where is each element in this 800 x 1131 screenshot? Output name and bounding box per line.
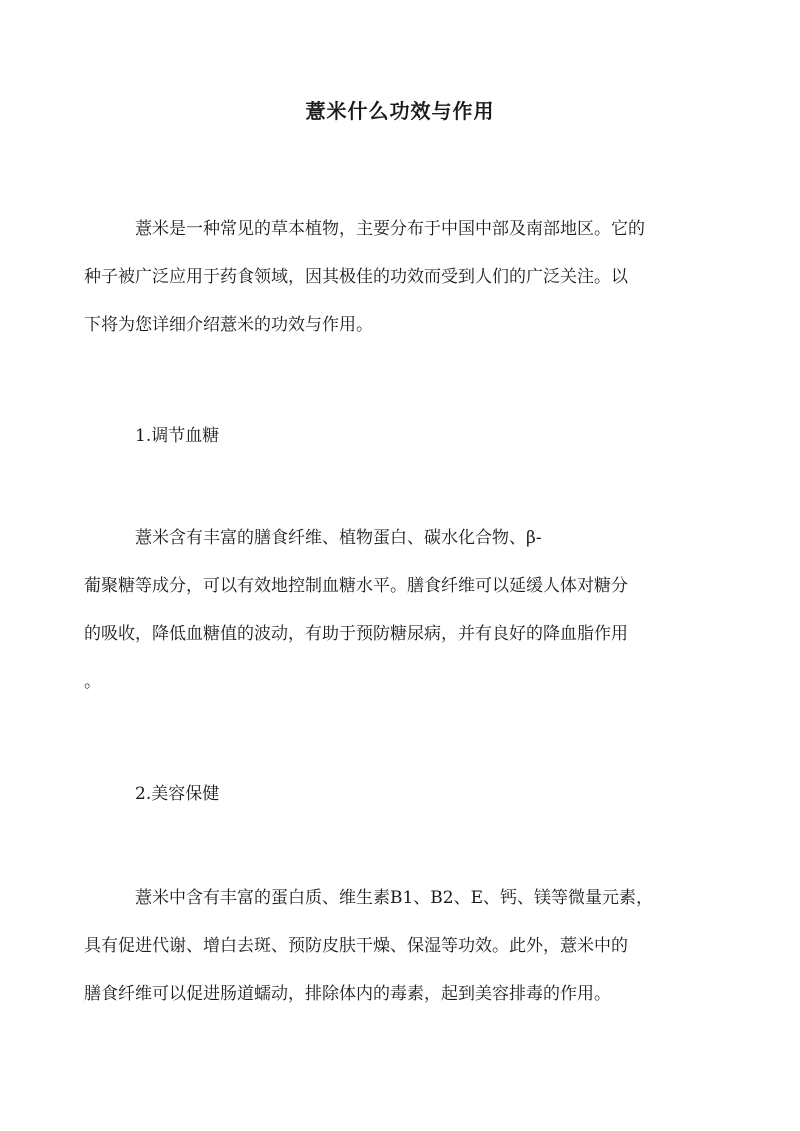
paragraph-line: 种子被广泛应用于药食领域，因其极佳的功效而受到人们的广泛关注。以	[84, 267, 628, 287]
page-title: 薏米什么功效与作用	[305, 99, 495, 123]
intro-paragraph	[84, 205, 716, 349]
section-heading-blood-sugar: 1.调节血糖	[135, 426, 220, 446]
paragraph-line: 下将为您详细介绍薏米的功效与作用。	[84, 315, 373, 335]
blood-sugar-paragraph	[84, 514, 716, 706]
beauty-paragraph	[84, 874, 716, 1018]
paragraph-line: 具有促进代谢、增白去斑、预防皮肤干燥、保湿等功效。此外，薏米中的	[84, 936, 628, 956]
section-heading-beauty: 2.美容保健	[135, 784, 220, 804]
paragraph-line: 薏米中含有丰富的蛋白质、维生素B1、B2、E、钙、镁等微量元素，	[135, 888, 654, 908]
paragraph-line: 薏米是一种常见的草本植物，主要分布于中国中部及南部地区。它的	[135, 219, 645, 239]
paragraph-line: 薏米含有丰富的膳食纤维、植物蛋白、碳水化合物、β-	[135, 528, 542, 548]
paragraph-line: 的吸收，降低血糖值的波动，有助于预防糖尿病，并有良好的降血脂作用	[84, 624, 628, 644]
paragraph-line: 。	[84, 672, 101, 692]
paragraph-line: 葡聚糖等成分，可以有效地控制血糖水平。膳食纤维可以延缓人体对糖分	[84, 576, 628, 596]
paragraph-line: 膳食纤维可以促进肠道蠕动，排除体内的毒素，起到美容排毒的作用。	[84, 984, 611, 1004]
